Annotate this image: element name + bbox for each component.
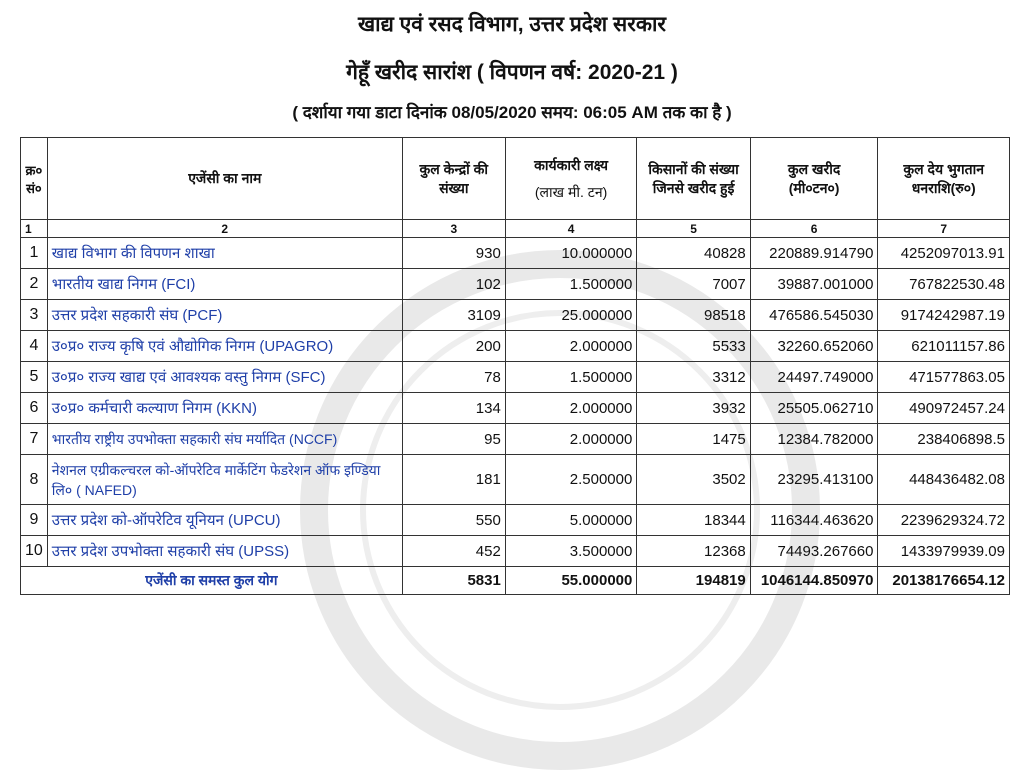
table-row bbox=[21, 505, 1010, 536]
row-serial: 7 bbox=[21, 424, 48, 455]
agency-name: उ०प्र० राज्य खाद्य एवं आवश्यक वस्तु निगम (SFC) bbox=[47, 362, 402, 393]
row-serial: 2 bbox=[21, 269, 48, 300]
row-serial: 4 bbox=[21, 331, 48, 362]
agency-name: नेशनल एग्रीकल्चरल को-ऑपरेटिव मार्केटिंग फेडरेशन ऑफ इण्डिया लि० ( NAFED) bbox=[47, 455, 402, 505]
payment-value: 2239629324.72 bbox=[878, 505, 1010, 536]
payment-value: 448436482.08 bbox=[878, 455, 1010, 505]
col-header-purchase-unit: (मी०टन०) bbox=[788, 179, 840, 196]
col-number: 2 bbox=[47, 220, 402, 238]
agency-name: उ०प्र० राज्य कृषि एवं औद्योगिक निगम (UPAGRO) bbox=[47, 331, 402, 362]
purchase-value: 116344.463620 bbox=[750, 505, 878, 536]
payment-value: 4252097013.91 bbox=[878, 238, 1010, 269]
target-value: 2.000000 bbox=[505, 424, 637, 455]
col-header-agency: एजेंसी का नाम bbox=[47, 138, 402, 220]
col-header-target bbox=[505, 138, 637, 220]
target-value: 3.500000 bbox=[505, 536, 637, 567]
purchase-value: 24497.749000 bbox=[750, 362, 878, 393]
target-value: 1.500000 bbox=[505, 269, 637, 300]
table-row bbox=[21, 238, 1010, 269]
purchase-value: 220889.914790 bbox=[750, 238, 878, 269]
payment-value: 471577863.05 bbox=[878, 362, 1010, 393]
total-row bbox=[21, 567, 1010, 595]
col-header-centres: कुल केन्द्रों की संख्या bbox=[402, 138, 505, 220]
agency-name: भारतीय राष्ट्रीय उपभोक्ता सहकारी संघ मर्यादित (NCCF) bbox=[47, 424, 402, 455]
centres-count: 3109 bbox=[402, 300, 505, 331]
payment-value: 490972457.24 bbox=[878, 393, 1010, 424]
agency-name: उत्तर प्रदेश को-ऑपरेटिव यूनियन (UPCU) bbox=[47, 505, 402, 536]
target-value: 25.000000 bbox=[505, 300, 637, 331]
procurement-table bbox=[20, 137, 1010, 595]
farmers-count: 1475 bbox=[637, 424, 750, 455]
row-serial: 3 bbox=[21, 300, 48, 331]
payment-value: 1433979939.09 bbox=[878, 536, 1010, 567]
total-farmers: 194819 bbox=[637, 567, 750, 595]
row-serial: 6 bbox=[21, 393, 48, 424]
target-value: 10.000000 bbox=[505, 238, 637, 269]
agency-name: उत्तर प्रदेश सहकारी संघ (PCF) bbox=[47, 300, 402, 331]
total-target: 55.000000 bbox=[505, 567, 637, 595]
agency-name: उत्तर प्रदेश उपभोक्ता सहकारी संघ (UPSS) bbox=[47, 536, 402, 567]
col-header-payment-unit: धनराशि(रु०) bbox=[911, 179, 976, 196]
farmers-count: 12368 bbox=[637, 536, 750, 567]
row-serial: 8 bbox=[21, 455, 48, 505]
purchase-value: 74493.267660 bbox=[750, 536, 878, 567]
centres-count: 930 bbox=[402, 238, 505, 269]
farmers-count: 5533 bbox=[637, 331, 750, 362]
target-value: 1.500000 bbox=[505, 362, 637, 393]
col-number: 7 bbox=[878, 220, 1010, 238]
row-serial: 1 bbox=[21, 238, 48, 269]
col-header-payment bbox=[878, 138, 1010, 220]
total-label: एजेंसी का समस्त कुल योग bbox=[21, 567, 403, 595]
farmers-count: 18344 bbox=[637, 505, 750, 536]
total-payment: 20138176654.12 bbox=[878, 567, 1010, 595]
target-value: 2.500000 bbox=[505, 455, 637, 505]
centres-count: 134 bbox=[402, 393, 505, 424]
agency-name: उ०प्र० कर्मचारी कल्याण निगम (KKN) bbox=[47, 393, 402, 424]
data-timestamp: ( दर्शाया गया डाटा दिनांक 08/05/2020 समय: 06:05 AM तक का है ) bbox=[292, 103, 732, 122]
table-row bbox=[21, 393, 1010, 424]
purchase-value: 476586.545030 bbox=[750, 300, 878, 331]
payment-value: 238406898.5 bbox=[878, 424, 1010, 455]
table-row bbox=[21, 269, 1010, 300]
payment-value: 9174242987.19 bbox=[878, 300, 1010, 331]
total-centres: 5831 bbox=[402, 567, 505, 595]
column-number-row bbox=[21, 220, 1010, 238]
payment-value: 621011157.86 bbox=[878, 331, 1010, 362]
target-value: 5.000000 bbox=[505, 505, 637, 536]
table-row bbox=[21, 331, 1010, 362]
col-number: 6 bbox=[750, 220, 878, 238]
farmers-count: 7007 bbox=[637, 269, 750, 300]
centres-count: 200 bbox=[402, 331, 505, 362]
purchase-value: 39887.001000 bbox=[750, 269, 878, 300]
centres-count: 102 bbox=[402, 269, 505, 300]
centres-count: 78 bbox=[402, 362, 505, 393]
table-row bbox=[21, 536, 1010, 567]
table-row bbox=[21, 455, 1010, 505]
total-purchase: 1046144.850970 bbox=[750, 567, 878, 595]
farmers-count: 3312 bbox=[637, 362, 750, 393]
col-header-farmers: किसानों की संख्या जिनसे खरीद हुई bbox=[637, 138, 750, 220]
col-number: 3 bbox=[402, 220, 505, 238]
row-serial: 9 bbox=[21, 505, 48, 536]
col-header-target-unit: (लाख मी. टन) bbox=[534, 183, 608, 200]
table-row bbox=[21, 300, 1010, 331]
target-value: 2.000000 bbox=[505, 331, 637, 362]
payment-value: 767822530.48 bbox=[878, 269, 1010, 300]
col-header-target-label: कार्यकारी लक्ष्य bbox=[534, 156, 609, 173]
row-serial: 10 bbox=[21, 536, 48, 567]
centres-count: 452 bbox=[402, 536, 505, 567]
table-row bbox=[21, 362, 1010, 393]
target-value: 2.000000 bbox=[505, 393, 637, 424]
table-row bbox=[21, 424, 1010, 455]
farmers-count: 3932 bbox=[637, 393, 750, 424]
report-title: गेहूँ खरीद सारांश ( विपणन वर्ष: 2020-21 ) bbox=[346, 61, 678, 84]
col-header-purchase bbox=[750, 138, 878, 220]
farmers-count: 98518 bbox=[637, 300, 750, 331]
farmers-count: 40828 bbox=[637, 238, 750, 269]
col-header-serial: क्र० सं० bbox=[21, 138, 48, 220]
col-number: 1 bbox=[21, 220, 48, 238]
centres-count: 550 bbox=[402, 505, 505, 536]
col-header-purchase-label: कुल खरीद bbox=[787, 160, 841, 177]
row-serial: 5 bbox=[21, 362, 48, 393]
agency-name: भारतीय खाद्य निगम (FCI) bbox=[47, 269, 402, 300]
purchase-value: 23295.413100 bbox=[750, 455, 878, 505]
department-title: खाद्य एवं रसद विभाग, उत्तर प्रदेश सरकार bbox=[358, 13, 666, 36]
table-header-row bbox=[21, 138, 1010, 220]
centres-count: 95 bbox=[402, 424, 505, 455]
page-header bbox=[0, 0, 1024, 124]
agency-name: खाद्य विभाग की विपणन शाखा bbox=[47, 238, 402, 269]
purchase-value: 25505.062710 bbox=[750, 393, 878, 424]
farmers-count: 3502 bbox=[637, 455, 750, 505]
col-number: 5 bbox=[637, 220, 750, 238]
purchase-value: 32260.652060 bbox=[750, 331, 878, 362]
col-header-payment-label: कुल देय भुगतान bbox=[903, 160, 985, 177]
purchase-value: 12384.782000 bbox=[750, 424, 878, 455]
centres-count: 181 bbox=[402, 455, 505, 505]
col-number: 4 bbox=[505, 220, 637, 238]
